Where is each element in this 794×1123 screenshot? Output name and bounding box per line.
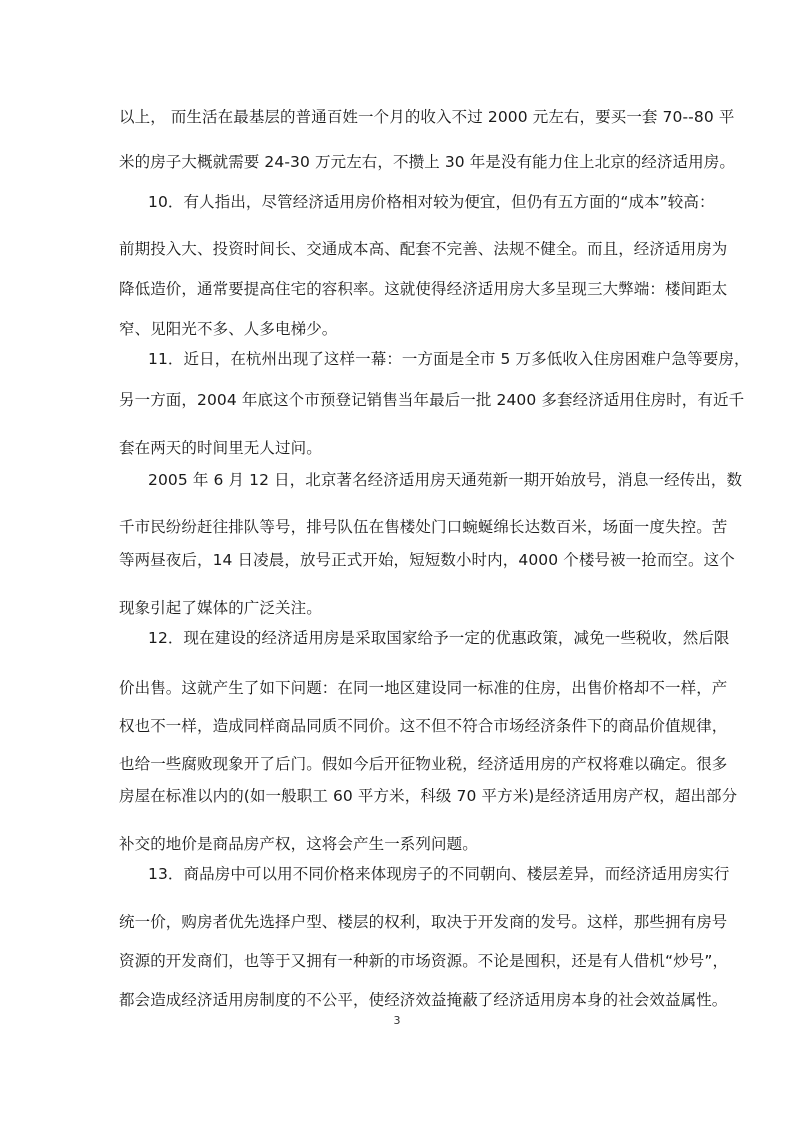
text-line: 价出售。这就产生了如下问题：在同一地区建设同一标准的住房，出售价格却不一样，产	[119, 679, 728, 697]
text-line: 米的房子大概就需要 24-30 万元左右，不攒上 30 年是没有能力住上北京的经济适用房。	[119, 153, 735, 171]
text-line: 窄、见阳光不多、人多电梯少。	[119, 320, 338, 338]
text-line: 千市民纷纷赶往排队等号，排号队伍在售楼处门口蜿蜒绵长达数百米，场面一度失控。苦	[119, 518, 728, 536]
text-line: 资源的开发商们，也等于又拥有一种新的市场资源。不论是囤积，还是有人借机“炒号”，	[119, 952, 729, 970]
text-line: 房屋在标准以内的(如一般职工 60 平方米，科级 70 平方米)是经济适用房产权，超出部分	[119, 787, 738, 805]
text-line: 补交的地价是商品房产权，这将会产生一系列问题。	[119, 835, 478, 853]
text-line: 前期投入大、投资时间长、交通成本高、配套不完善、法规不健全。而且，经济适用房为	[119, 240, 728, 258]
text-line: 统一价，购房者优先选择户型、楼层的权利，取决于开发商的发号。这样，那些拥有房号	[119, 913, 728, 931]
text-line: 也给一些腐败现象开了后门。假如今后开征物业税，经济适用房的产权将难以确定。很多	[119, 755, 728, 773]
text-line: 都会造成经济适用房制度的不公平，使经济效益掩蔽了经济适用房本身的社会效益属性。	[119, 991, 728, 1009]
paragraph-start-13: 13．商品房中可以用不同价格来体现房子的不同朝向、楼层差异，而经济适用房实行	[148, 865, 730, 883]
paragraph-start-11: 11．近日，在杭州出现了这样一幕：一方面是全市 5 万多低收入住房困难户急等要房，	[148, 350, 750, 368]
text-line: 降低造价，通常要提高住宅的容积率。这就使得经济适用房大多呈现三大弊端：楼间距太	[119, 280, 728, 298]
paragraph-start-2005: 2005 年 6 月 12 日，北京著名经济适用房天通苑新一期开始放号，消息一经传出，数	[148, 471, 743, 489]
text-line: 等两昼夜后，14 日凌晨，放号正式开始，短短数小时内，4000 个楼号被一抢而空。这个	[119, 551, 735, 569]
text-line: 以上， 而生活在最基层的普通百姓一个月的收入不过 2000 元左右，要买一套 70--80 平	[119, 108, 735, 126]
text-line: 另一方面，2004 年底这个市预登记销售当年最后一批 2400 多套经济适用住房时，有近千	[119, 391, 745, 409]
text-line: 套在两天的时间里无人过问。	[119, 439, 322, 457]
paragraph-start-10: 10．有人指出，尽管经济适用房价格相对较为便宜，但仍有五方面的“成本”较高：	[148, 193, 715, 211]
text-line: 权也不一样，造成同样商品同质不同价。这不但不符合市场经济条件下的商品价值规律，	[119, 717, 728, 735]
page-number: 3	[393, 1014, 401, 1027]
text-line: 现象引起了媒体的广泛关注。	[119, 599, 322, 617]
paragraph-start-12: 12．现在建设的经济适用房是采取国家给予一定的优惠政策，减免一些税收，然后限	[148, 629, 730, 647]
